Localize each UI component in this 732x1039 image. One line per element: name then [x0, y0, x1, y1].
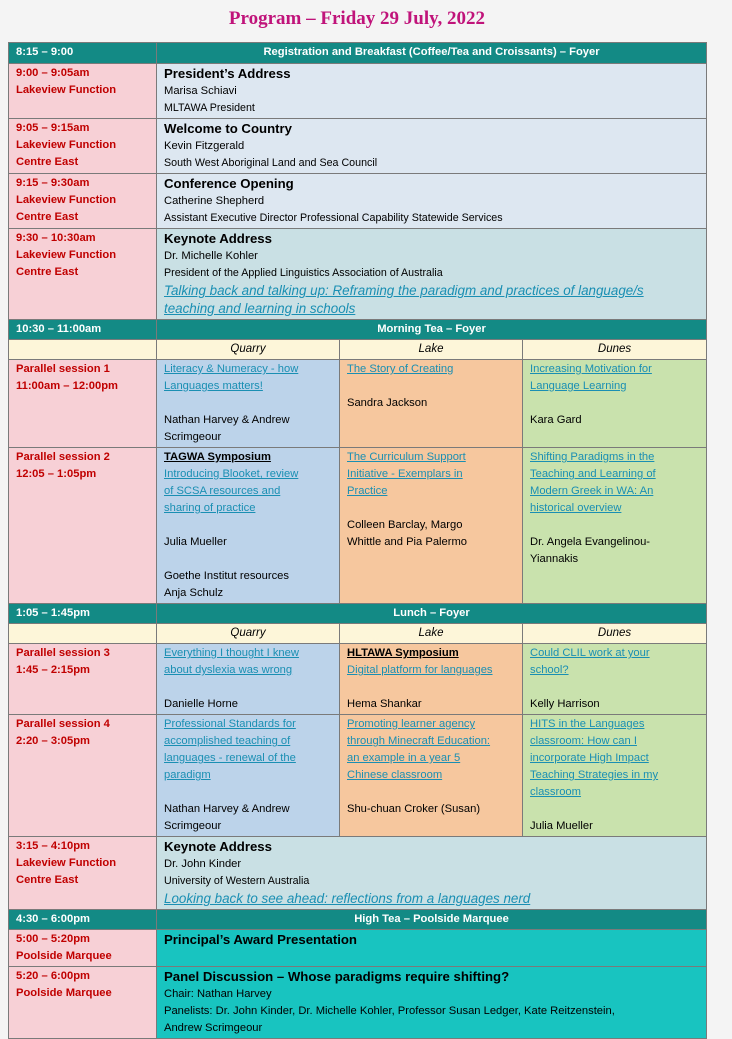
session-time: 1:45 – 2:15pm	[16, 664, 91, 676]
extra-presenter: Anja Schulz	[164, 587, 224, 599]
location-line-2: Centre East	[16, 156, 79, 168]
session-details	[157, 967, 707, 1039]
location-line-1: Lakeview Function	[16, 249, 117, 261]
registration-label: Registration and Breakfast (Coffee/Tea and Croissants) – Foyer	[157, 43, 707, 64]
extra-talk: Goethe Institut resources	[164, 570, 289, 582]
talk-link-cont[interactable]: an example in a year 5	[347, 752, 461, 764]
keynote-talk-link[interactable]: Looking back to see ahead: reflections from a languages nerd	[164, 891, 531, 906]
speaker-name: Dr. John Kinder	[164, 858, 242, 870]
talk-link[interactable]: Could CLIL work at your	[530, 647, 650, 659]
row-parallel-session-4	[9, 715, 707, 837]
talk-link-cont[interactable]: Languages matters!	[164, 380, 263, 392]
row-welcome	[9, 119, 707, 174]
session-label: Parallel session 4	[16, 718, 110, 730]
talk-link-cont[interactable]: through Minecraft Education:	[347, 735, 491, 747]
location-line-2: Centre East	[16, 874, 79, 886]
presenter-cont: Yiannakis	[530, 553, 579, 565]
time-cell	[9, 448, 157, 604]
quarry-session	[157, 715, 340, 837]
session-time: 9:15 – 9:30am	[16, 177, 90, 189]
session-title: Keynote Address	[164, 231, 272, 246]
morning-tea-time: 10:30 – 11:00am	[9, 320, 157, 340]
location: Poolside Marquee	[16, 950, 112, 962]
session-label: Parallel session 3	[16, 647, 110, 659]
talk-link-cont[interactable]: accomplished teaching of	[164, 735, 291, 747]
presenter: Colleen Barclay, Margo	[347, 519, 463, 531]
presenter: Sandra Jackson	[347, 397, 428, 409]
high-tea-label: High Tea – Poolside Marquee	[157, 910, 707, 930]
presenter: Dr. Angela Evangelinou-	[530, 536, 651, 548]
venue-header	[9, 340, 707, 360]
presenter: Kara Gard	[530, 414, 582, 426]
panelists-cont: Andrew Scrimgeour	[164, 1022, 263, 1034]
talk-link-cont[interactable]: of SCSA resources and	[164, 485, 281, 497]
row-parallel-session-2	[9, 448, 707, 604]
row-registration	[9, 43, 707, 64]
talk-link-cont[interactable]: classroom	[530, 786, 581, 798]
talk-link-cont[interactable]: languages - renewal of the	[164, 752, 296, 764]
speaker-name: Catherine Shepherd	[164, 195, 265, 207]
presenter: Julia Mueller	[530, 820, 593, 832]
talk-link[interactable]: Digital platform for languages	[347, 664, 493, 676]
venue-quarry: Quarry	[157, 340, 340, 360]
program-table	[8, 42, 707, 1039]
keynote-talk-link[interactable]: Talking back and talking up: Reframing the paradigm and practices of language/s	[164, 283, 644, 298]
lake-session	[340, 448, 523, 604]
session-time: 3:15 – 4:10pm	[16, 840, 91, 852]
time-cell	[9, 967, 157, 1039]
time-cell	[9, 64, 157, 119]
venue-header-blank	[9, 340, 157, 360]
presenter: Kelly Harrison	[530, 698, 600, 710]
session-title: Keynote Address	[164, 839, 272, 854]
presenter: Hema Shankar	[347, 698, 422, 710]
location-line-1: Lakeview Function	[16, 84, 117, 96]
talk-link-cont[interactable]: incorporate High Impact	[530, 752, 649, 764]
row-parallel-session-1	[9, 360, 707, 448]
session-details	[157, 119, 707, 174]
venue-header	[9, 624, 707, 644]
speaker-role: University of Western Australia	[164, 875, 310, 887]
dunes-session	[523, 715, 707, 837]
session-details	[157, 930, 707, 967]
panelists: Panelists: Dr. John Kinder, Dr. Michelle Kohler, Professor Susan Ledger, Kate Reitzenstein,	[164, 1005, 615, 1017]
row-presidents-address	[9, 64, 707, 119]
talk-link-cont[interactable]: Initiative - Exemplars in	[347, 468, 463, 480]
time-cell	[9, 119, 157, 174]
time-cell	[9, 715, 157, 837]
session-details	[157, 64, 707, 119]
talk-link-cont[interactable]: Modern Greek in WA: An	[530, 485, 654, 497]
dunes-session	[523, 644, 707, 715]
row-parallel-session-3	[9, 644, 707, 715]
row-keynote-1	[9, 229, 707, 320]
row-panel-discussion	[9, 967, 707, 1039]
speaker-role: Assistant Executive Director Professional Capability Statewide Services	[164, 212, 503, 224]
keynote-talk-link-cont[interactable]: teaching and learning in schools	[164, 301, 356, 316]
dunes-session	[523, 360, 707, 448]
talk-link-cont[interactable]: about dyslexia was wrong	[164, 664, 293, 676]
venue-lake: Lake	[340, 340, 523, 360]
venue-dunes: Dunes	[523, 340, 707, 360]
location-line-1: Lakeview Function	[16, 139, 117, 151]
location-line-1: Lakeview Function	[16, 857, 117, 869]
session-title: President’s Address	[164, 66, 291, 81]
location-line-2: Centre East	[16, 266, 79, 278]
venue-header-blank	[9, 624, 157, 644]
morning-tea-label: Morning Tea – Foyer	[157, 320, 707, 340]
talk-link[interactable]: Professional Standards for	[164, 718, 296, 730]
speaker-name: Marisa Schiavi	[164, 85, 237, 97]
presenter-cont: Scrimgeour	[164, 820, 222, 832]
session-time: 9:30 – 10:30am	[16, 232, 96, 244]
venue-lake: Lake	[340, 624, 523, 644]
lunch-label: Lunch – Foyer	[157, 604, 707, 624]
time-cell	[9, 360, 157, 448]
speaker-role: President of the Applied Linguistics Association of Australia	[164, 267, 443, 279]
location-line-2: Centre East	[16, 211, 79, 223]
location: Poolside Marquee	[16, 987, 112, 999]
presenter-cont: Whittle and Pia Palermo	[347, 536, 468, 548]
presenter: Danielle Horne	[164, 698, 239, 710]
session-title: Welcome to Country	[164, 121, 292, 136]
session-title: Principal’s Award Presentation	[164, 932, 357, 947]
session-time: 12:05 – 1:05pm	[16, 468, 97, 480]
talk-link-cont[interactable]: sharing of practice	[164, 502, 256, 514]
talk-link-cont[interactable]: Language Learning	[530, 380, 627, 392]
talk-link[interactable]: Everything I thought I knew	[164, 647, 299, 659]
talk-link-cont[interactable]: Chinese classroom	[347, 769, 443, 781]
venue-quarry: Quarry	[157, 624, 340, 644]
session-time: 5:20 – 6:00pm	[16, 970, 91, 982]
talk-link-cont[interactable]: paradigm	[164, 769, 211, 781]
talk-link-cont[interactable]: Practice	[347, 485, 388, 497]
page-title: Program – Friday 29 July, 2022	[228, 8, 486, 29]
presenter: Nathan Harvey & Andrew	[164, 414, 290, 426]
row-keynote-2	[9, 837, 707, 910]
symposium-title: TAGWA Symposium	[164, 451, 271, 463]
dunes-session	[523, 448, 707, 604]
talk-link[interactable]: Literacy & Numeracy - how	[164, 363, 299, 375]
talk-link[interactable]: Shifting Paradigms in the	[530, 451, 655, 463]
time-cell	[9, 644, 157, 715]
speaker-role: MLTAWA President	[164, 102, 255, 114]
presenter-cont: Scrimgeour	[164, 431, 222, 443]
talk-link[interactable]: Increasing Motivation for	[530, 363, 652, 375]
lake-session	[340, 644, 523, 715]
session-time: 11:00am – 12:00pm	[16, 380, 118, 392]
time-cell	[9, 229, 157, 320]
lake-session	[340, 715, 523, 837]
quarry-session	[157, 644, 340, 715]
presenter: Nathan Harvey & Andrew	[164, 803, 290, 815]
time-cell	[9, 174, 157, 229]
lunch-time: 1:05 – 1:45pm	[9, 604, 157, 624]
speaker-name: Dr. Michelle Kohler	[164, 250, 258, 262]
presenter: Julia Mueller	[164, 536, 227, 548]
row-award	[9, 930, 707, 967]
talk-link-cont[interactable]: school?	[530, 664, 569, 676]
row-morning-tea	[9, 320, 707, 340]
session-title: Panel Discussion – Whose paradigms require shifting?	[164, 969, 510, 984]
speaker-name: Kevin Fitzgerald	[164, 140, 245, 152]
location-line-1: Lakeview Function	[16, 194, 117, 206]
lake-session	[340, 360, 523, 448]
time-cell	[9, 930, 157, 967]
panel-chair: Chair: Nathan Harvey	[164, 988, 272, 1000]
quarry-session	[157, 360, 340, 448]
session-time: 9:00 – 9:05am	[16, 67, 90, 79]
session-time: 2:20 – 3:05pm	[16, 735, 91, 747]
talk-link[interactable]: The Curriculum Support	[347, 451, 466, 463]
session-details	[157, 837, 707, 910]
row-opening	[9, 174, 707, 229]
talk-link-cont[interactable]: Teaching and Learning of	[530, 468, 656, 480]
high-tea-time: 4:30 – 6:00pm	[9, 910, 157, 930]
session-time: 9:05 – 9:15am	[16, 122, 90, 134]
talk-link-cont[interactable]: Teaching Strategies in my	[530, 769, 659, 781]
row-lunch	[9, 604, 707, 624]
speaker-role: South West Aboriginal Land and Sea Council	[164, 157, 378, 169]
talk-link[interactable]: Promoting learner agency	[347, 718, 476, 730]
talk-link-cont[interactable]: classroom: How can I	[530, 735, 637, 747]
talk-link[interactable]: HITS in the Languages	[530, 718, 645, 730]
time-cell	[9, 837, 157, 910]
session-title: Conference Opening	[164, 176, 294, 191]
talk-link[interactable]: The Story of Creating	[347, 363, 454, 375]
talk-link-cont[interactable]: historical overview	[530, 502, 622, 514]
session-label: Parallel session 1	[16, 363, 110, 375]
registration-time: 8:15 – 9:00	[9, 43, 157, 64]
session-label: Parallel session 2	[16, 451, 110, 463]
row-high-tea	[9, 910, 707, 930]
session-time: 5:00 – 5:20pm	[16, 933, 91, 945]
presenter: Shu-chuan Croker (Susan)	[347, 803, 481, 815]
venue-dunes: Dunes	[523, 624, 707, 644]
quarry-session	[157, 448, 340, 604]
session-details	[157, 229, 707, 320]
session-details	[157, 174, 707, 229]
talk-link[interactable]: Introducing Blooket, review	[164, 468, 299, 480]
symposium-title: HLTAWA Symposium	[347, 647, 459, 659]
